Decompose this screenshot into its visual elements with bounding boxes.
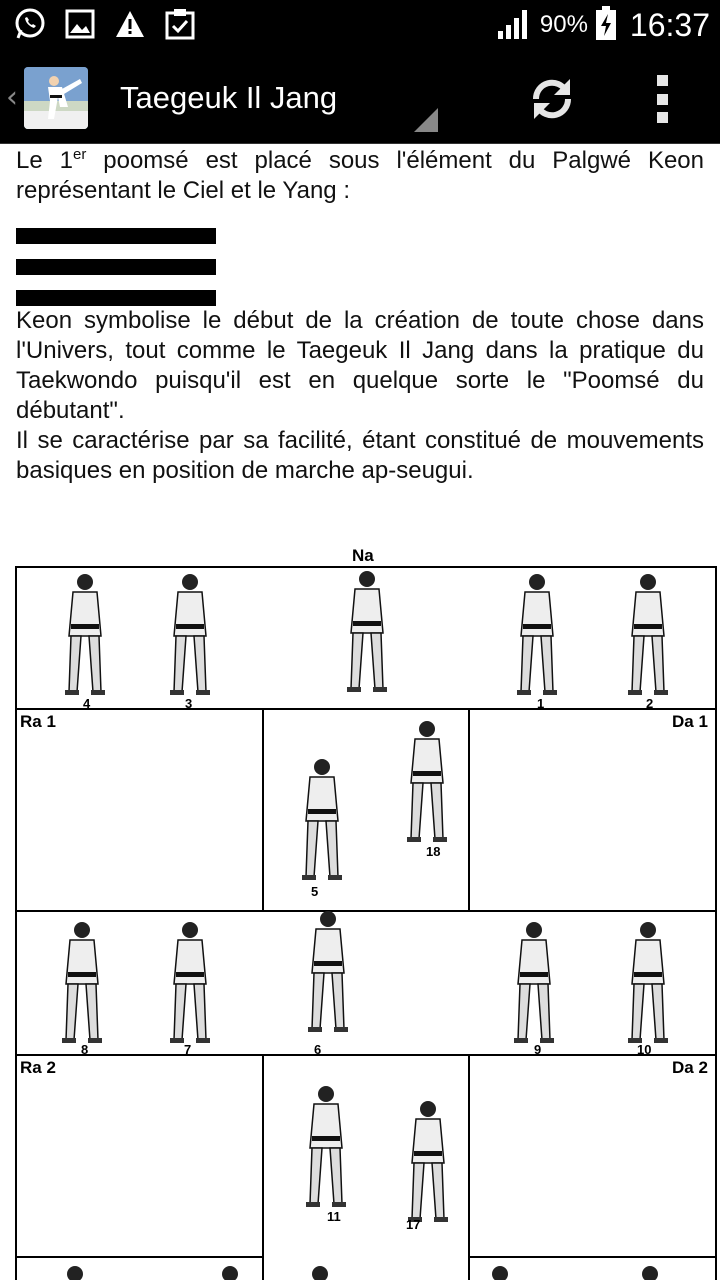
diagram-lines bbox=[0, 540, 720, 1280]
status-bar bbox=[0, 0, 720, 50]
app-icon[interactable] bbox=[24, 67, 88, 129]
step-number: 18 bbox=[426, 844, 441, 859]
notification-icons bbox=[12, 6, 198, 42]
keon-trigram bbox=[16, 228, 216, 306]
poomse-diagram bbox=[0, 540, 720, 1280]
step-number: 1 bbox=[537, 696, 545, 711]
action-bar bbox=[0, 50, 720, 144]
image-icon bbox=[62, 6, 98, 42]
screen-title[interactable]: Taegeuk Il Jang bbox=[120, 80, 338, 115]
step-number: 7 bbox=[184, 1042, 192, 1057]
label-ra-1: Ra 1 bbox=[20, 712, 56, 731]
overflow-menu-icon[interactable] bbox=[652, 75, 672, 123]
refresh-icon[interactable] bbox=[526, 73, 578, 125]
spinner-indicator[interactable] bbox=[414, 108, 438, 132]
battery-charging-icon bbox=[596, 6, 616, 45]
signal-icon bbox=[496, 7, 532, 44]
step-number: 17 bbox=[406, 1217, 421, 1232]
step-number: 4 bbox=[83, 696, 91, 711]
label-da-2: Da 2 bbox=[672, 1058, 708, 1077]
step-number: 8 bbox=[81, 1042, 89, 1057]
label-da-1: Da 1 bbox=[672, 712, 708, 731]
description-paragraph-1: Keon symbolise le début de la création de toute chose dans l'Univers, tout comme le Taegeuk Il Jang dans la pratique du Taekwondo puisqu'il est en quelque sorte le "Poomsé du débutant". bbox=[16, 307, 704, 424]
label-ra-2: Ra 2 bbox=[20, 1058, 56, 1077]
clipboard-check-icon bbox=[162, 6, 198, 42]
step-number: 3 bbox=[185, 696, 193, 711]
step-number: 11 bbox=[327, 1209, 341, 1224]
step-number: 5 bbox=[311, 884, 319, 899]
system-status bbox=[496, 0, 710, 50]
battery-percent: 90% bbox=[539, 11, 588, 38]
step-number: 2 bbox=[646, 696, 654, 711]
back-chevron-icon[interactable]: ‹ bbox=[6, 80, 18, 115]
article-body bbox=[16, 146, 704, 486]
warning-icon bbox=[112, 6, 148, 42]
whatsapp-icon bbox=[12, 6, 48, 42]
description-paragraph-2: Il se caractérise par sa facilité, étant constitué de mouvements basiques en position de marche ap-seugui. bbox=[16, 427, 704, 484]
label-na: Na bbox=[352, 546, 374, 565]
step-number: 6 bbox=[314, 1042, 322, 1057]
step-number: 10 bbox=[637, 1042, 652, 1057]
clock: 16:37 bbox=[629, 6, 710, 43]
intro-paragraph: Le 1er poomsé est placé sous l'élément du Palgwé Keon représentant le Ciel et le Yang : bbox=[16, 146, 704, 204]
step-number: 9 bbox=[534, 1042, 542, 1057]
